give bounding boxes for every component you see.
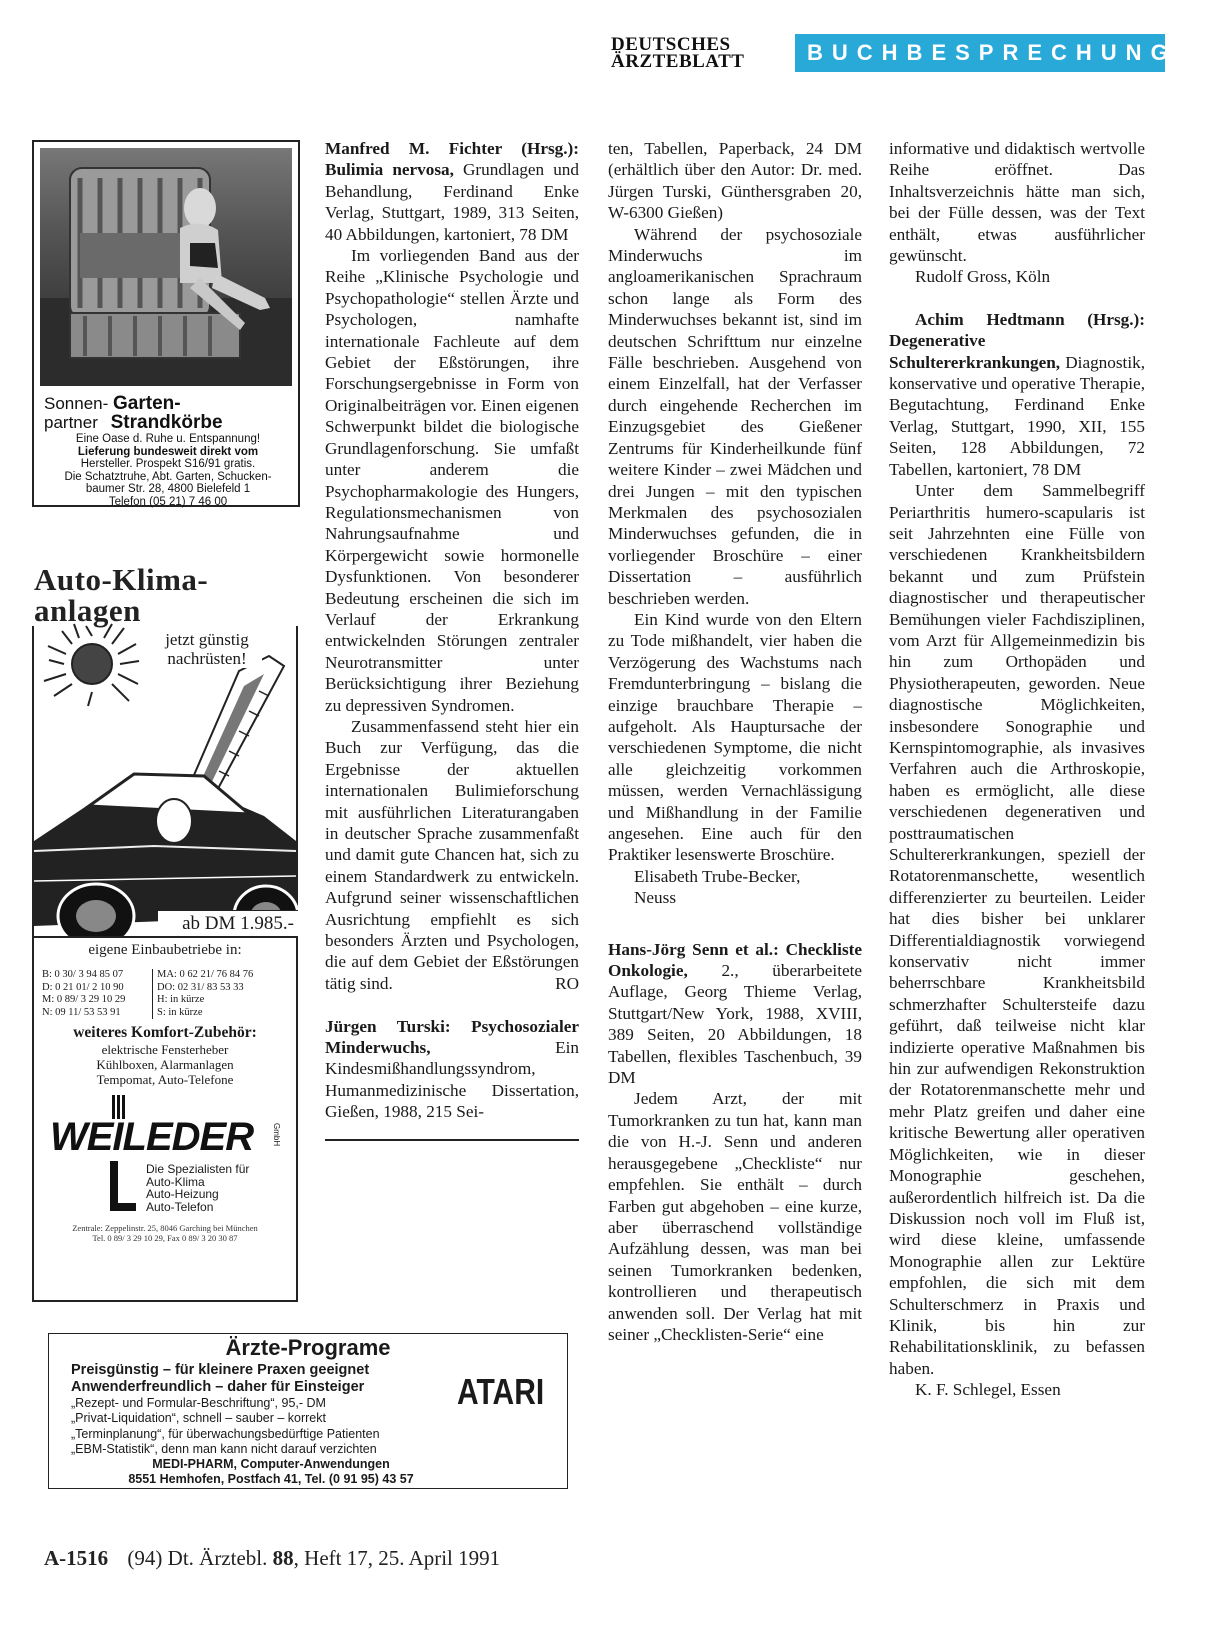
review-2-biblio-b: ten, Tabellen, Paperback, 24 DM (erhältlich über den Autor: Dr. med. Jürgen Turski, Günthersgraben 20, W-6300 Gießen) xyxy=(608,139,862,223)
garten-line-5: baumer Str. 28, 4800 Bielefeld 1 xyxy=(85,483,251,495)
klima-title-line-1: Auto-Klima- xyxy=(34,562,209,597)
column-3 xyxy=(889,138,1145,1401)
review-1-paragraph-1: Im vorliegenden Band aus der Reihe „Klinische Psychologie und Psychopathologie“ stellen Ärzte und Psychologen, namhafte internationale Fachleute auf dem Gebiet der Eßstörungen, ihre Forschungsergebnisse in Form von Originalbeiträgen vor. Einen eigenen Schwerpunkt bildet die biologische Grundlagenforschung. Sie umfaßt unter anderem die Psychopharmakologie des Hungers, Regulationsmechanismen von Nahrungsaufnahme und Körpergewicht sowie hormonelle Dysfunktionen. Von besonderer Bedeutung erscheinen die sich im Verlauf der Erkrankung entwickelnden Störungen zentraler Neurotransmitter unter Berücksichtigung ihrer Beziehung zu depressiven Syndromen. xyxy=(325,246,579,715)
klima-price: ab DM 1.985.- xyxy=(182,913,294,934)
zubehoer-item: Kühlboxen, Alarmanlagen xyxy=(96,1057,234,1072)
review-4-signature: K. F. Schlegel, Essen xyxy=(915,1380,1061,1400)
footer-page-number: A-1516 xyxy=(44,1546,109,1570)
review-1-biblio: Grundlagen und Behandlung, Ferdinand Enke Verlag, Stuttgart, 1989, 313 Seiten, 40 Abbildungen, kartoniert, 78 DM xyxy=(325,160,579,244)
garten-line-4: Die Schatztruhe, Abt. Garten, Schucken- xyxy=(64,470,272,483)
garten-label-sonnen: Sonnen- xyxy=(44,394,109,413)
garten-label-garten: Garten- xyxy=(113,393,181,414)
beach-chair-illustration xyxy=(40,148,292,386)
klima-price-tag xyxy=(158,910,298,936)
masthead-logo xyxy=(611,36,781,70)
programme-line-1: Preisgünstig – für kleinere Praxen geeignet xyxy=(71,1362,370,1378)
klima-title xyxy=(34,564,300,626)
garten-line-6: Telefon (05 21) 7 46 00 xyxy=(108,495,228,508)
masthead-line-1: DEUTSCHES xyxy=(611,34,731,55)
phone-entry: B: 0 30/ 3 94 85 07 xyxy=(42,969,124,980)
phone-list-right xyxy=(153,969,253,1019)
review-1-authors: Manfred M. Fichter (Hrsg.): Bulimia nervosa, xyxy=(325,139,579,180)
programme-item-4: „EBM-Statistik“, denn man kann nicht darauf verzichten xyxy=(71,1441,377,1456)
klima-slogan-line-2: nachrüsten! xyxy=(167,649,247,668)
programme-item-3: „Terminplanung“, für überwachungsbedürftige Patienten xyxy=(71,1426,380,1441)
garten-line-1: Eine Oase d. Ruhe u. Entspannung! xyxy=(75,433,261,445)
programme-item-2: „Privat-Liquidation“, schnell – sauber – korrekt xyxy=(71,1411,326,1426)
review-2-paragraph-2: Ein Kind wurde von den Eltern zu Tode mißhandelt, vier haben die Verzögerung des Wachstums nach Fremdunterbringung – bislang die einzige brauchbare Therapie – aufgeholt. Als Hauptursache der verschiedenen Symptome, die nicht alle gleichzeitig vorkommen müssen, werden Vernachlässigung und Mißhandlung in der Familie angesehen. Eine auch für den Praktiker lesenswerte Broschüre. xyxy=(608,609,862,865)
review-2-signature-1: Elisabeth Trube-Becker, xyxy=(634,866,801,886)
review-3-biblio: 2., überarbeitete Auflage, Georg Thieme Verlag, Stuttgart/New York, 1988, XVIII, 389 Seiten, 20 Abbildungen, 18 Tabellen, flexibles Taschenbuch, 39 DM xyxy=(608,961,863,1088)
atari-brand: ATARI xyxy=(457,1372,545,1413)
zubehoer-heading: weiteres Komfort-Zubehör: xyxy=(73,1024,257,1041)
column-1 xyxy=(325,138,579,1141)
review-4-biblio: Diagnostik, konservative und operative Therapie, Begutachtung, Ferdinand Enke Verlag, Stuttgart, 1990, XII, 155 Seiten, 128 Abbildungen, 72 Tabellen, kartoniert, 78 DM xyxy=(889,352,1145,479)
review-4-authors: Achim Hedtmann (Hrsg.): Degenerative Schultererkrankungen, xyxy=(889,309,1145,372)
programme-address: 8551 Hemhofen, Postfach 41, Tel. (0 91 95) 43 57 xyxy=(128,1472,414,1487)
service-item: Die Spezialisten für xyxy=(146,1162,250,1176)
phone-entry: D: 0 21 01/ 2 10 90 xyxy=(42,981,124,993)
phone-list xyxy=(42,969,296,1019)
phone-entry: M: 0 89/ 3 29 10 29 xyxy=(42,994,126,1005)
klima-illustration-frame xyxy=(32,626,298,952)
weileder-gmbh: GmbH xyxy=(272,1123,281,1147)
review-1-signature: RO xyxy=(555,974,579,994)
phone-list-left xyxy=(42,969,153,1019)
review-2-signature-2: Neuss xyxy=(634,888,677,908)
weileder-services xyxy=(146,1163,249,1213)
review-2-paragraph-1: Während der psychosoziale Minderwuchs im angloamerikanischen Sprachraum schon lange als Form des Minderwuchses bekannt ist, sind im deutschen Schrifttum nur einzelne Fälle beschrieben. Ausgehend von einem Einzelfall, hat der Verfasser durch eingehende Recherchen im Einzugsgebiet des Gießener Zentrums für Kinderheilkunde fünf weitere Kinder – zwei Mädchen und drei Jungen – mit den typischen Merkmalen des psychosozialen Minderwuchses gefunden, die in vorliegender Broschüre – einer Dissertation – ausführlich beschrieben werden. xyxy=(608,224,862,608)
review-3-authors: Hans-Jörg Senn et al.: Checkliste Onkologie, xyxy=(608,939,862,981)
review-4-header xyxy=(889,309,1145,480)
review-4-paragraph-1: Unter dem Sammelbegriff Periarthritis humero-scapularis ist seit Jahrzehnten eine Fülle von verschiedenen Krankheitsbildern bekannt und zum Prüfstein diagnostischer und therapeutischer Bemühungen vieler Fachdisziplinen, vom Arzt für Allgemeinmedizin bis hin zum Orthopäden und Physiotherapeuten, geworden. Neue diagnostische Möglichkeiten, insbesondere Sonographie und Kernspintomographie, als invasives Verfahren auch die Arthroskopie, haben es ermöglicht, alle diese verschiedenen degenerativen und posttraumatischen Schultererkrankungen, speziell der Rotatorenmanschette, wesentlich differenzierter zu beurteilen. Leider hat dies bisher bei unklarer Differentialdiagnostik vorwiegend konservativ nicht immer beherrschbare Krankheitsbild schmerzhafter Schultersteife dazu geführt, daß teilweise nicht klar indizierte operative Maßnahmen bis hin zur aufwendigen Rekonstruktion der Rotatorenmanschette mehr und mehr Platz greifen und daher eine kritische Bewertung aller operativen Möglichkeiten, wie in dieser Monographie geschehen, außerordentlich hilfreich ist. Da die Diskussion noch voll im Fluß ist, wird diese kleine, umfassende Monographie allen zur Lektüre empfohlen, die sich mit dem Schulterschmerz in Praxis und Klinik, bis hin zur Rehabilitationsklinik, zu befassen haben. xyxy=(889,481,1145,1378)
logo-swoosh-icon xyxy=(110,1161,136,1211)
review-3-paragraph-1-cont: informative und didaktisch wertvolle Reihe eröffnet. Das Inhaltsverzeichnis hätte man sich, bei der Fülle dessen, was der Text enthält, etwas ausführlicher gewünscht. xyxy=(889,139,1145,266)
betriebe-heading: eigene Einbaubetriebe in: xyxy=(88,942,242,958)
review-1-paragraph-2: Zusammenfassend steht hier ein Buch zur Verfügung, das die Ergebnisse der aktuellen internationalen Bulimieforschung mit ausführlichen Literaturangaben in deutscher Sprache zusammenfaßt und damit gute Chancen hat, sich zu einem Standardwerk zu entwickeln. Aufgrund seiner wissenschaftlichen Ausrichtung empfiehlt es sich besonders Ärzten und Psychologen, die auf dem Gebiet der Eßstörungen tätig sind. xyxy=(325,716,579,993)
ad-garten xyxy=(32,140,300,507)
garten-line-3: Hersteller. Prospekt S16/91 gratis. xyxy=(80,458,256,470)
service-item: Auto-Heizung xyxy=(146,1187,219,1201)
review-3-paragraph-1: Jedem Arzt, der mit Tumorkranken zu tun hat, kann man die von H.-J. Senn und anderen herausgegebene „Checkliste“ nur empfehlen. Sie enthält – durch Farben gut abgehoben – eine kurze, aber überraschend vollständige Aufzählung dessen, was man bei seinen Tumorkranken bedenken, kontrollieren und therapeutisch anwenden soll. Der Verlag hat mit seiner „Checklisten-Serie“ eine xyxy=(608,1089,862,1344)
programme-item-1: „Rezept- und Formular-Beschriftung“, 95,- DM xyxy=(71,1396,326,1410)
review-2-header xyxy=(325,1016,579,1123)
column-2 xyxy=(608,138,862,1345)
phone-entry: DO: 02 31/ 83 53 33 xyxy=(157,981,244,993)
review-3-signature: Rudolf Gross, Köln xyxy=(915,267,1051,287)
klima-slogan xyxy=(152,630,262,668)
ad-auto-klima xyxy=(32,564,300,1304)
klima-info-box xyxy=(32,936,298,1302)
footer-journal: Dt. Ärztebl. xyxy=(167,1546,273,1570)
review-3-header xyxy=(608,939,862,1089)
weileder-brand: WEILEDER xyxy=(50,1115,254,1159)
service-item: Auto-Klima xyxy=(146,1174,205,1189)
klima-slogan-line-1: jetzt günstig xyxy=(165,630,249,649)
garten-line-2: Lieferung bundesweit direkt vom xyxy=(77,445,259,458)
masthead-line-2: ÄRZTEBLATT xyxy=(611,51,745,72)
footer-issue: , Heft 17, 25. April 1991 xyxy=(293,1546,501,1570)
section-banner: BUCHBESPRECHUNGEN xyxy=(795,34,1165,72)
klima-title-line-2: anlagen xyxy=(34,593,141,628)
page-footer xyxy=(44,1546,500,1571)
footer-volume: 88 xyxy=(272,1546,294,1570)
garten-label-partner: partner xyxy=(44,413,98,432)
zubehoer-item: elektrische Fensterheber xyxy=(101,1042,229,1057)
footer-issue-number: (94) xyxy=(127,1546,168,1570)
zubehoer-list xyxy=(34,1042,296,1087)
review-1-header xyxy=(325,138,579,245)
car-sun-illustration xyxy=(34,626,296,952)
garten-ad-text xyxy=(44,394,292,508)
programme-company: MEDI-PHARM, Computer-Anwendungen xyxy=(152,1457,390,1472)
review-2-authors: Jürgen Turski: Psychosozialer Minderwuchs, xyxy=(325,1016,579,1058)
zentrale-address xyxy=(34,1223,296,1243)
phone-entry: H: in kürze xyxy=(157,994,205,1005)
zubehoer-item: Tempomat, Auto-Telefone xyxy=(96,1072,234,1087)
service-item: Auto-Telefon xyxy=(146,1199,214,1214)
garten-label-strand: Strandkörbe xyxy=(110,412,223,433)
phone-entry: MA: 0 62 21/ 76 84 76 xyxy=(157,969,254,980)
zentrale-line-2: Tel. 0 89/ 3 29 10 29, Fax 0 89/ 3 20 30 87 xyxy=(92,1233,238,1243)
column-divider xyxy=(325,1139,579,1141)
review-2-biblio-a: Ein Kindesmißhandlungssyndrom, Humanmedizinische Dissertation, Gießen, 1988, 215 Sei- xyxy=(325,1038,579,1122)
ad-aerzte-programme xyxy=(48,1333,568,1489)
beach-chair-photo xyxy=(40,148,292,386)
phone-entry: N: 09 11/ 53 53 91 xyxy=(42,1006,121,1018)
programme-line-2: Anwenderfreundlich – daher für Einsteiger xyxy=(71,1379,365,1395)
programme-title: Ärzte-Programe xyxy=(225,1335,391,1360)
sun-icon xyxy=(44,624,139,706)
weileder-logo xyxy=(34,1093,296,1221)
zentrale-line-1: Zentrale: Zeppelinstr. 25, 8046 Garching bei München xyxy=(72,1223,258,1233)
phone-entry: S: in kürze xyxy=(157,1006,203,1018)
